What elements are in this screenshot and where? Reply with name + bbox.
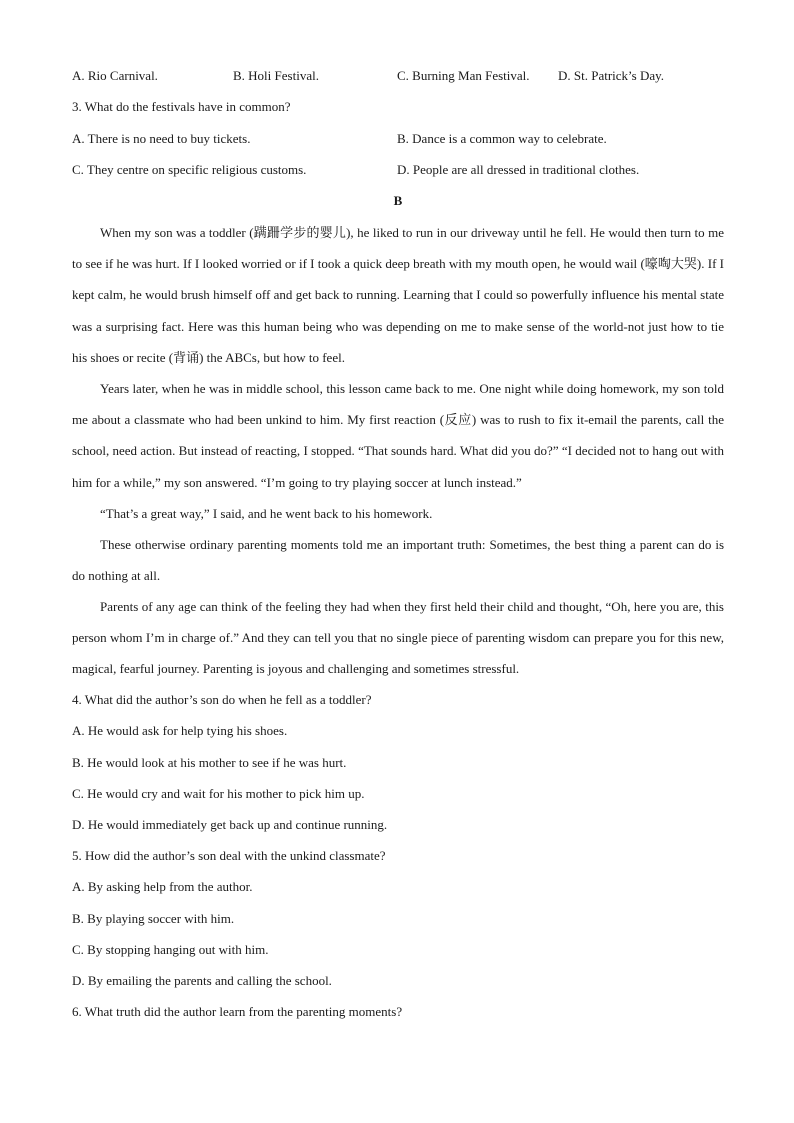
q5-question: 5. How did the author’s son deal with the unkind classmate?	[72, 848, 386, 863]
q2-option-b: B. Holi Festival.	[233, 68, 319, 83]
q5-option-b: B. By playing soccer with him.	[72, 911, 235, 926]
q5-option-c: C. By stopping hanging out with him.	[72, 942, 269, 957]
passage-paragraph-5: Parents of any age can think of the feeling they had when they first held their child and thought, “Oh, here you are, this person whom I’m in charge of.” And they can tell you that no single piece of parenting wisdom can prepare you for this new, magical, fearful journey. Parenting is joyous and challenging and sometimes stressful.	[72, 599, 724, 677]
passage-paragraph-4: These otherwise ordinary parenting moments told me an important truth: Sometimes, the best thing a parent can do is do nothing at all.	[72, 537, 724, 584]
q3-question: 3. What do the festivals have in common?	[72, 99, 291, 114]
q4-question: 4. What did the author’s son do when he fell as a toddler?	[72, 692, 372, 707]
q4-option-a: A. He would ask for help tying his shoes.	[72, 723, 288, 738]
q4-option-b: B. He would look at his mother to see if he was hurt.	[72, 755, 347, 770]
q5-option-a: A. By asking help from the author.	[72, 879, 253, 894]
q3-option-c: C. They centre on specific religious customs.	[72, 162, 307, 177]
q2-option-d: D. St. Patrick’s Day.	[558, 68, 665, 83]
section-heading: B	[393, 193, 403, 208]
passage-paragraph-3: “That’s a great way,” I said, and he went back to his homework.	[100, 506, 433, 521]
q3-option-d: D. People are all dressed in traditional clothes.	[397, 162, 640, 177]
q4-option-c: C. He would cry and wait for his mother to pick him up.	[72, 786, 365, 801]
q3-option-a: A. There is no need to buy tickets.	[72, 131, 251, 146]
q2-option-c: C. Burning Man Festival.	[397, 68, 530, 83]
q5-option-d: D. By emailing the parents and calling the school.	[72, 973, 332, 988]
passage-paragraph-2: Years later, when he was in middle school, this lesson came back to me. One night while doing homework, my son told me about a classmate who had been unkind to him. My first reaction (反应) was to rush to fix it-email the parents, call the school, need action. But instead of reacting, I stopped. “That sounds hard. What did you do?” “I decided not to hang out with him for a while,” my son answered. “I’m going to try playing soccer at lunch instead.”	[72, 381, 724, 490]
q6-question: 6. What truth did the author learn from the parenting moments?	[72, 1004, 403, 1019]
passage-paragraph-1: When my son was a toddler (蹒跚学步的婴儿), he liked to run in our driveway until he fell. He would then turn to me to see if he was hurt. If I looked worried or if I took a quick deep breath with my mouth open, he would wail (嚎啕大哭). If I kept calm, he would brush himself off and get back to running. Learning that I could so powerfully influence his mental state was a surprising fact. Here was this human being who was depending on me to make sense of the world-not just how to tie his shoes or recite (背诵) the ABCs, but how to feel.	[72, 225, 724, 365]
q4-option-d: D. He would immediately get back up and continue running.	[72, 817, 388, 832]
q2-option-a: A. Rio Carnival.	[72, 68, 158, 83]
q3-option-b: B. Dance is a common way to celebrate.	[397, 131, 607, 146]
